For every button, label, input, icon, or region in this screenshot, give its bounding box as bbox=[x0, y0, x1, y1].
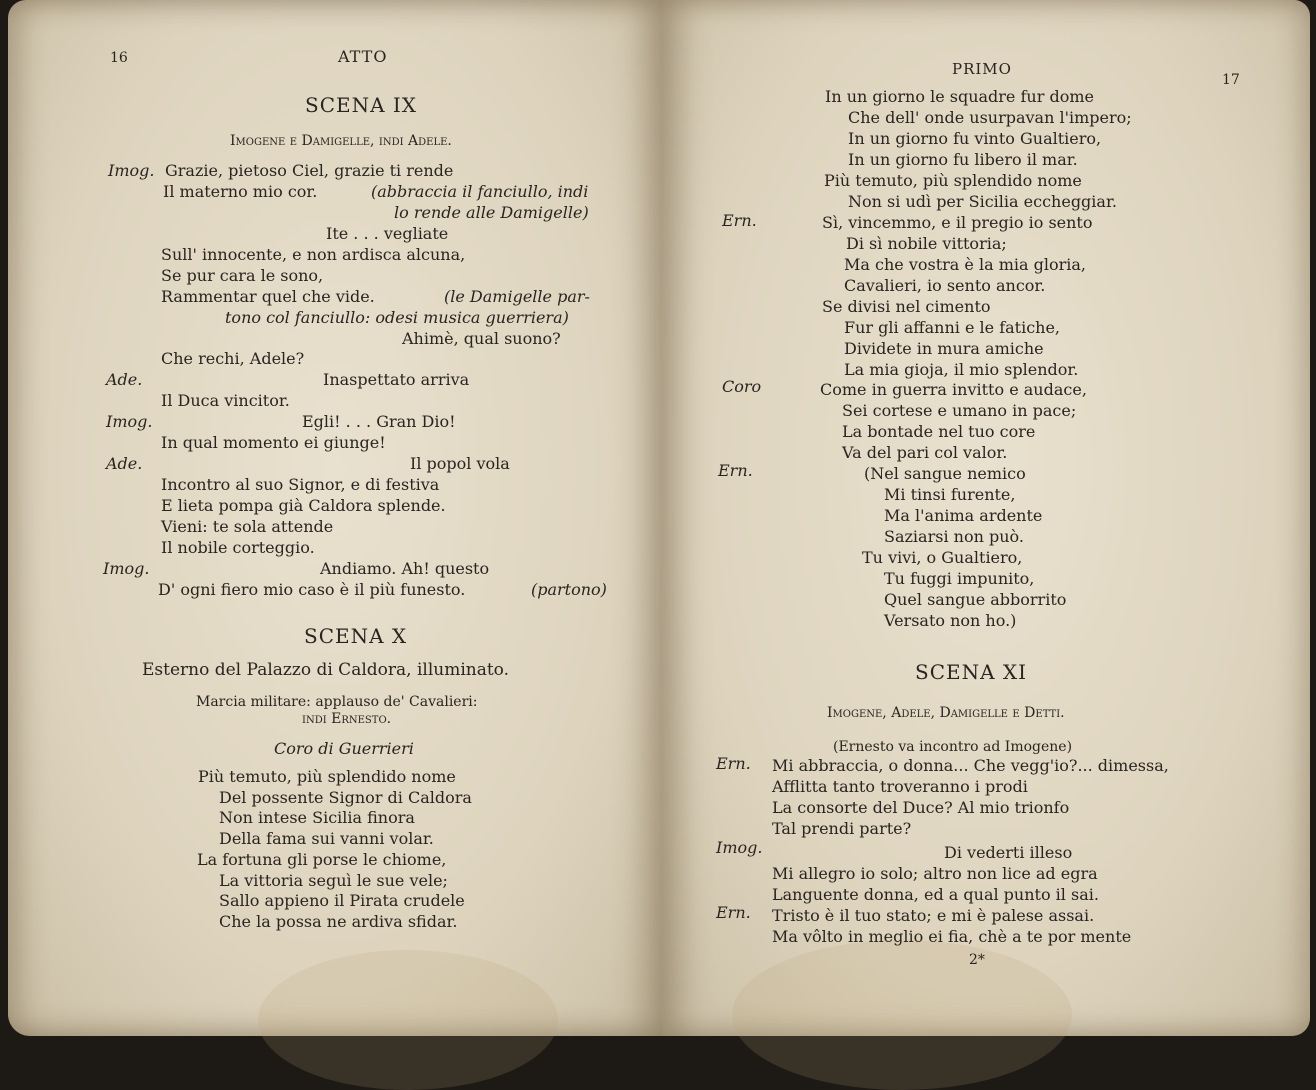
verse-line: Non si udì per Sicilia eccheggiar. bbox=[848, 192, 1117, 211]
speaker-label: Ern. bbox=[722, 211, 757, 230]
verse-line: Sei cortese e umano in pace; bbox=[842, 401, 1077, 420]
verse-line: Va del pari col valor. bbox=[842, 443, 1008, 462]
verse-line: Tu vivi, o Gualtiero, bbox=[862, 548, 1023, 567]
speaker-label: Imog. bbox=[103, 559, 150, 578]
verse-line: Di vederti illeso bbox=[944, 843, 1073, 862]
page-number: 17 bbox=[1222, 72, 1240, 88]
signature-mark: 2* bbox=[969, 952, 985, 968]
verse-line: Il materno mio cor. bbox=[163, 182, 318, 201]
verse-line: In qual momento ei giunge! bbox=[161, 433, 386, 452]
verse-line: Il popol vola bbox=[410, 454, 510, 473]
stage-direction: lo rende alle Damigelle) bbox=[394, 203, 589, 222]
speaker-label: Coro bbox=[722, 377, 762, 396]
stage-direction: (le Damigelle par- bbox=[444, 287, 590, 306]
verse-line: Ma che vostra è la mia gloria, bbox=[844, 255, 1087, 274]
verse-line: Cavalieri, io sento ancor. bbox=[844, 276, 1046, 295]
verse-line: In un giorno fu vinto Gualtiero, bbox=[848, 129, 1102, 148]
paper-stain bbox=[732, 940, 1072, 1090]
verse-line: Ma l'anima ardente bbox=[884, 506, 1043, 525]
scene-setting: Esterno del Palazzo di Caldora, illuminato. bbox=[142, 660, 510, 680]
verse-line: Se pur cara le sono, bbox=[161, 266, 324, 285]
verse-line: La bontade nel tuo core bbox=[842, 422, 1036, 441]
scene-title: SCENA X bbox=[304, 624, 408, 648]
verse-line: La vittoria seguì le sue vele; bbox=[219, 871, 448, 890]
right-page bbox=[662, 0, 1310, 1036]
scene-title: SCENA IX bbox=[305, 93, 418, 117]
verse-line: Inaspettato arriva bbox=[323, 370, 470, 389]
verse-line: Sì, vincemmo, e il pregio io sento bbox=[822, 213, 1093, 232]
verse-line: E lieta pompa già Caldora splende. bbox=[161, 496, 446, 515]
stage-direction: indi Ernesto. bbox=[302, 711, 392, 727]
stage-direction: (abbraccia il fanciullo, indi bbox=[371, 182, 589, 201]
chorus-label: Coro di Guerrieri bbox=[274, 739, 414, 758]
verse-line: Saziarsi non può. bbox=[884, 527, 1024, 546]
verse-line: Più temuto, più splendido nome bbox=[198, 767, 456, 786]
verse-line: Che dell' onde usurpavan l'impero; bbox=[848, 108, 1132, 127]
verse-line: Ahimè, qual suono? bbox=[402, 329, 561, 348]
verse-line: Il nobile corteggio. bbox=[161, 538, 315, 557]
running-head: ATTO bbox=[338, 47, 388, 66]
verse-line: Versato non ho.) bbox=[884, 611, 1017, 630]
verse-line: Incontro al suo Signor, e di festiva bbox=[161, 475, 440, 494]
verse-line: Sull' innocente, e non ardisca alcuna, bbox=[161, 245, 466, 264]
scene-title: SCENA XI bbox=[915, 660, 1028, 684]
verse-line: (Nel sangue nemico bbox=[864, 464, 1026, 483]
stage-direction: Marcia militare: applauso de' Cavalieri: bbox=[196, 694, 478, 710]
verse-line: Egli! . . . Gran Dio! bbox=[302, 412, 456, 431]
paper-stain bbox=[258, 950, 558, 1090]
verse-line: Tristo è il tuo stato; e mi è palese assai. bbox=[772, 906, 1095, 925]
verse-line: Più temuto, più splendido nome bbox=[824, 171, 1082, 190]
verse-line: Tu fuggi impunito, bbox=[884, 569, 1035, 588]
verse-line: Mi abbraccia, o donna... Che vegg'io?... dimessa, bbox=[772, 756, 1169, 775]
speaker-label: Ern. bbox=[718, 461, 753, 480]
verse-line: Fur gli affanni e le fatiche, bbox=[844, 318, 1061, 337]
verse-line: Afflitta tanto troveranno i prodi bbox=[772, 777, 1028, 796]
verse-line: In un giorno fu libero il mar. bbox=[848, 150, 1078, 169]
verse-line: Grazie, pietoso Ciel, grazie ti rende bbox=[165, 161, 454, 180]
running-head: PRIMO bbox=[952, 60, 1012, 78]
verse-line: Della fama sui vanni volar. bbox=[219, 829, 434, 848]
verse-line: Sallo appieno il Pirata crudele bbox=[219, 891, 465, 910]
scene-cast: Imogene e Damigelle, indi Adele. bbox=[230, 133, 452, 149]
speaker-label: Imog. bbox=[106, 412, 153, 431]
verse-line: Vieni: te sola attende bbox=[161, 517, 334, 536]
verse-line: Quel sangue abborrito bbox=[884, 590, 1067, 609]
stage-direction: (partono) bbox=[531, 580, 607, 599]
speaker-label: Imog. bbox=[716, 838, 763, 857]
speaker-label: Imog. bbox=[108, 161, 155, 180]
stage-direction: (Ernesto va incontro ad Imogene) bbox=[833, 739, 1073, 755]
verse-line: In un giorno le squadre fur dome bbox=[825, 87, 1094, 106]
page-number: 16 bbox=[110, 50, 128, 66]
speaker-label: Ern. bbox=[716, 754, 751, 773]
speaker-label: Ade. bbox=[106, 370, 143, 389]
verse-line: D' ogni fiero mio caso è il più funesto. bbox=[158, 580, 466, 599]
verse-line: Andiamo. Ah! questo bbox=[320, 559, 490, 578]
verse-line: Ma vôlto in meglio ei fia, chè a te por mente bbox=[772, 927, 1132, 946]
verse-line: Ite . . . vegliate bbox=[326, 224, 449, 243]
verse-line: Del possente Signor di Caldora bbox=[219, 788, 472, 807]
verse-line: Mi tinsi furente, bbox=[884, 485, 1016, 504]
stage-direction: tono col fanciullo: odesi musica guerriera) bbox=[225, 308, 569, 327]
verse-line: Dividete in mura amiche bbox=[844, 339, 1044, 358]
speaker-label: Ern. bbox=[716, 903, 751, 922]
verse-line: Il Duca vincitor. bbox=[161, 391, 290, 410]
verse-line: Di sì nobile vittoria; bbox=[846, 234, 1007, 253]
verse-line: Rammentar quel che vide. bbox=[161, 287, 375, 306]
verse-line: Non intese Sicilia finora bbox=[219, 808, 415, 827]
verse-line: Mi allegro io solo; altro non lice ad egra bbox=[772, 864, 1098, 883]
verse-line: La fortuna gli porse le chiome, bbox=[197, 850, 447, 869]
verse-line: Che rechi, Adele? bbox=[161, 349, 305, 368]
verse-line: La mia gioja, il mio splendor. bbox=[844, 360, 1079, 379]
verse-line: Come in guerra invitto e audace, bbox=[820, 380, 1087, 399]
scene-cast: Imogene, Adele, Damigelle e Detti. bbox=[827, 705, 1065, 721]
verse-line: Se divisi nel cimento bbox=[822, 297, 991, 316]
verse-line: La consorte del Duce? Al mio trionfo bbox=[772, 798, 1070, 817]
verse-line: Languente donna, ed a qual punto il sai. bbox=[772, 885, 1099, 904]
verse-line: Tal prendi parte? bbox=[772, 819, 912, 838]
verse-line: Che la possa ne ardiva sfidar. bbox=[219, 912, 458, 931]
left-page bbox=[8, 0, 662, 1036]
speaker-label: Ade. bbox=[106, 454, 143, 473]
